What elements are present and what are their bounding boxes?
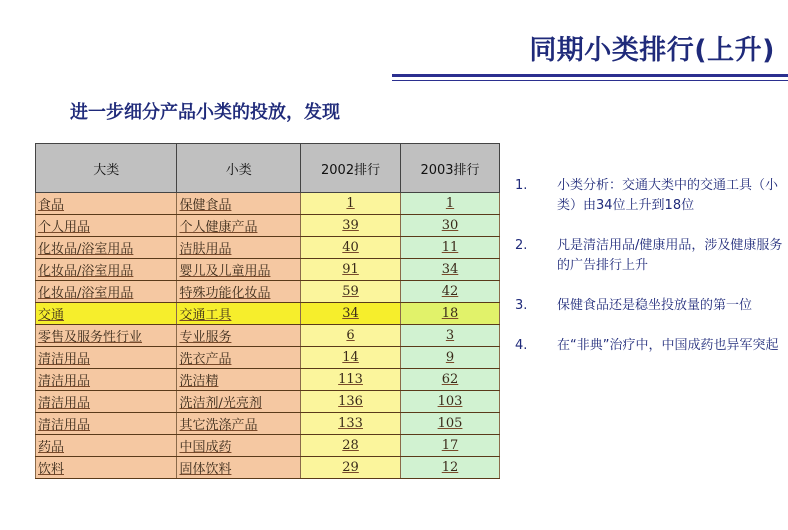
finding-number: 4. <box>515 338 528 353</box>
category-cell: 清洁用品 <box>36 369 177 391</box>
subcategory-cell: 个人健康产品 <box>177 215 301 237</box>
category-cell: 药品 <box>36 435 177 457</box>
finding-number: 2. <box>515 238 528 253</box>
finding-text: 保健食品还是稳坐投放量的第一位 <box>557 298 753 313</box>
table-row <box>36 325 500 347</box>
rank-2002-cell: 59 <box>301 281 401 303</box>
rank-2002-cell: 1 <box>301 193 401 215</box>
finding-item <box>515 296 785 316</box>
subcategory-cell: 中国成药 <box>177 435 301 457</box>
finding-number: 1. <box>515 178 528 193</box>
subcategory-cell: 洗衣产品 <box>177 347 301 369</box>
ranking-table <box>35 143 500 479</box>
category-cell: 个人用品 <box>36 215 177 237</box>
table-row <box>36 391 500 413</box>
title-underline <box>392 74 788 77</box>
category-cell: 零售及服务性行业 <box>36 325 177 347</box>
table-row <box>36 193 500 215</box>
column-header-category: 大类 <box>36 144 177 193</box>
subcategory-cell: 交通工具 <box>177 303 301 325</box>
rank-2003-cell: 103 <box>401 391 500 413</box>
table-row <box>36 215 500 237</box>
table-row <box>36 413 500 435</box>
category-cell: 化妆品/浴室用品 <box>36 281 177 303</box>
rank-2003-cell: 12 <box>401 457 500 479</box>
finding-text: 凡是清洁用品/健康用品，涉及健康服务的广告排行上升 <box>557 238 783 273</box>
table-row <box>36 237 500 259</box>
table-row <box>36 435 500 457</box>
title-underline-thin <box>392 80 788 81</box>
category-cell: 清洁用品 <box>36 391 177 413</box>
finding-item <box>515 336 785 356</box>
table-row-highlighted <box>36 303 500 325</box>
column-header-rank-2002: 2002排行 <box>301 144 401 193</box>
category-cell: 化妆品/浴室用品 <box>36 259 177 281</box>
finding-number: 3. <box>515 298 528 313</box>
table-header-row <box>36 144 500 193</box>
subcategory-cell: 婴儿及儿童用品 <box>177 259 301 281</box>
table-body <box>36 193 500 479</box>
rank-2002-cell: 14 <box>301 347 401 369</box>
finding-item <box>515 236 785 276</box>
rank-2002-cell: 133 <box>301 413 401 435</box>
rank-2002-cell: 34 <box>301 303 401 325</box>
column-header-rank-2003: 2003排行 <box>401 144 500 193</box>
subcategory-cell: 洗洁剂/光亮剂 <box>177 391 301 413</box>
rank-2003-cell: 105 <box>401 413 500 435</box>
table-row <box>36 347 500 369</box>
table-row <box>36 457 500 479</box>
subcategory-cell: 其它洗涤产品 <box>177 413 301 435</box>
subcategory-cell: 专业服务 <box>177 325 301 347</box>
rank-2003-cell: 42 <box>401 281 500 303</box>
rank-2002-cell: 28 <box>301 435 401 457</box>
page-title: 同期小类排行(上升) <box>529 35 775 66</box>
rank-2002-cell: 113 <box>301 369 401 391</box>
rank-2002-cell: 136 <box>301 391 401 413</box>
category-cell: 饮料 <box>36 457 177 479</box>
rank-2003-cell: 30 <box>401 215 500 237</box>
rank-2003-cell: 1 <box>401 193 500 215</box>
finding-item <box>515 176 785 216</box>
column-header-subcategory: 小类 <box>177 144 301 193</box>
findings-list <box>515 176 785 376</box>
subcategory-cell: 洁肤用品 <box>177 237 301 259</box>
category-cell: 交通 <box>36 303 177 325</box>
category-cell: 清洁用品 <box>36 347 177 369</box>
rank-2002-cell: 39 <box>301 215 401 237</box>
rank-2002-cell: 6 <box>301 325 401 347</box>
finding-text: 小类分析：交通大类中的交通工具（小类）由34位上升到18位 <box>557 178 779 213</box>
rank-2003-cell: 3 <box>401 325 500 347</box>
rank-2003-cell: 62 <box>401 369 500 391</box>
table-row <box>36 281 500 303</box>
category-cell: 清洁用品 <box>36 413 177 435</box>
category-cell: 化妆品/浴室用品 <box>36 237 177 259</box>
subtitle: 进一步细分产品小类的投放，发现 <box>70 102 340 123</box>
rank-2002-cell: 40 <box>301 237 401 259</box>
rank-2003-cell: 34 <box>401 259 500 281</box>
table-row <box>36 369 500 391</box>
rank-2003-cell: 9 <box>401 347 500 369</box>
rank-2003-cell: 18 <box>401 303 500 325</box>
subcategory-cell: 保健食品 <box>177 193 301 215</box>
subcategory-cell: 固体饮料 <box>177 457 301 479</box>
subcategory-cell: 特殊功能化妆品 <box>177 281 301 303</box>
rank-2003-cell: 17 <box>401 435 500 457</box>
rank-2002-cell: 29 <box>301 457 401 479</box>
rank-2003-cell: 11 <box>401 237 500 259</box>
category-cell: 食品 <box>36 193 177 215</box>
subcategory-cell: 洗洁精 <box>177 369 301 391</box>
table-row <box>36 259 500 281</box>
finding-text: 在“非典”治疗中，中国成药也异军突起 <box>557 338 779 353</box>
rank-2002-cell: 91 <box>301 259 401 281</box>
